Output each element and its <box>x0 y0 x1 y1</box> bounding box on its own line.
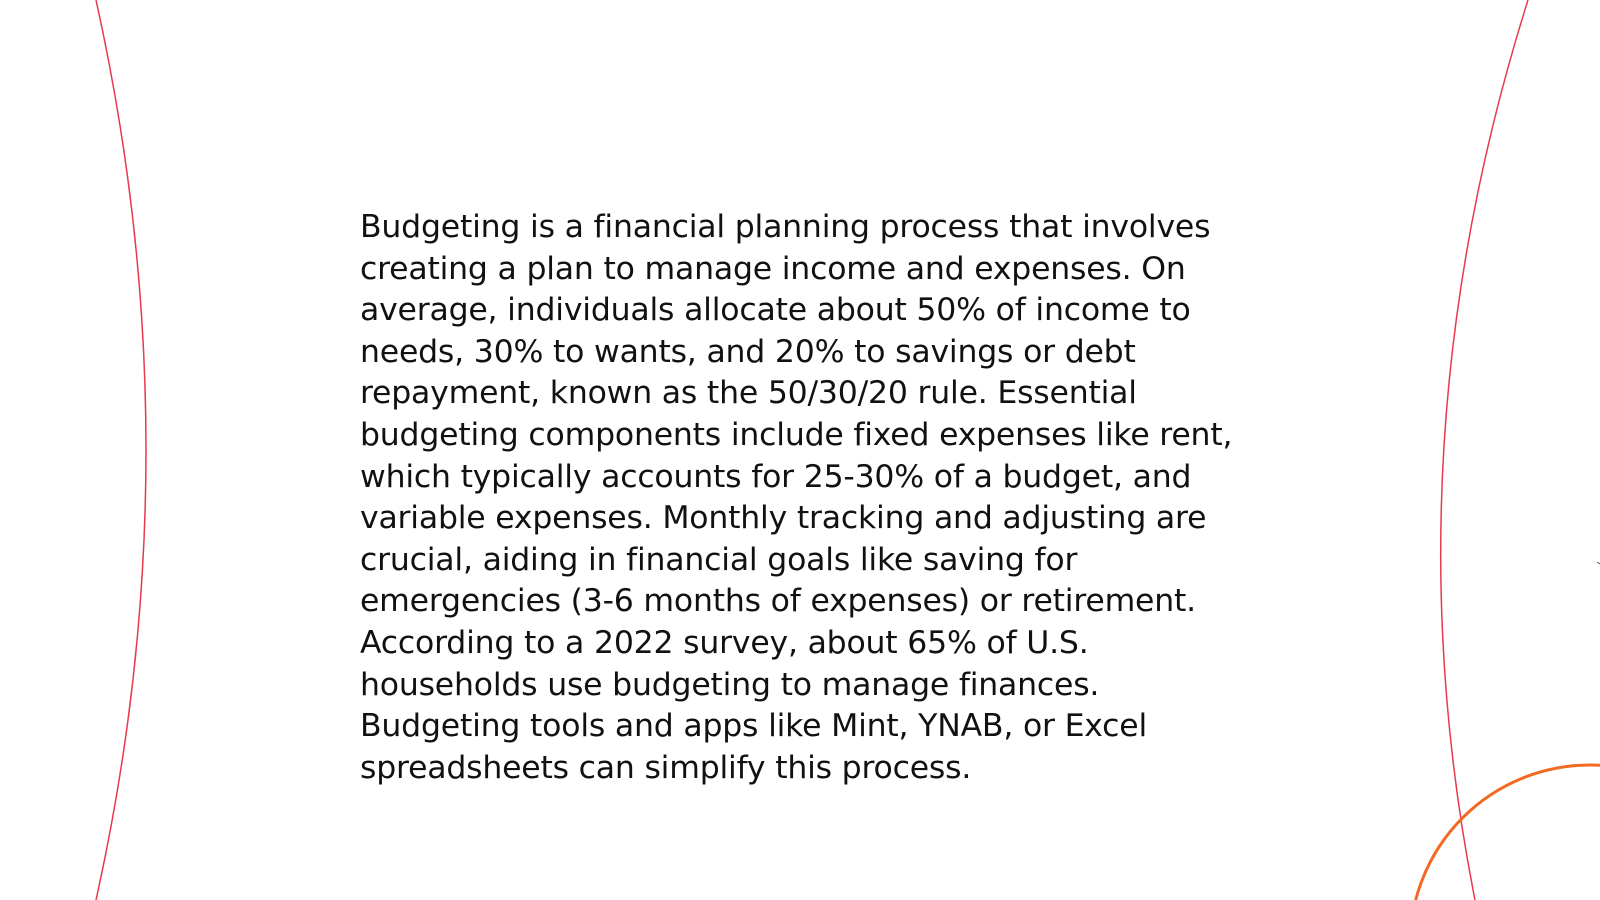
left-red-curve <box>96 0 146 900</box>
body-paragraph: Budgeting is a financial planning process that involves creating a plan to manage income and expenses. On average, individuals allocate about 50% of income to needs, 30% to wants, and 20% to savings or debt repayment, known as the 50/30/20 rule. Essential budgeting components include fixed expenses like rent, which typically accounts for 25-30% of a budget, and variable expenses. Monthly tracking and adjusting are crucial, aiding in financial goals like saving for emergencies (3-6 months of expenses) or retirement. According to a 2022 survey, about 65% of U.S. households use budgeting to manage finances. Budgeting tools and apps like Mint, YNAB, or Excel spreadsheets can simplify this process. <box>360 209 1233 786</box>
right-red-curve <box>1441 0 1528 900</box>
orange-circle-arc <box>1410 765 1600 900</box>
